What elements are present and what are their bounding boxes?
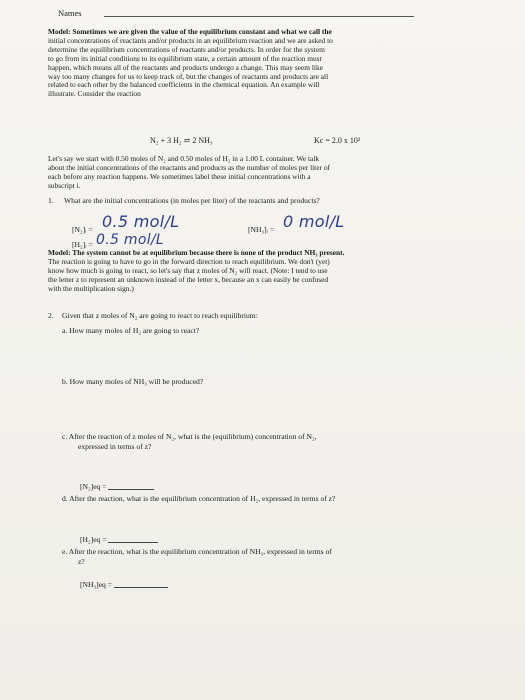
question-2a: a. How many moles of H₂ are going to react? — [62, 326, 200, 335]
equilibrium-constant: Kc = 2.0 x 10² — [314, 136, 361, 145]
intro-paragraph — [48, 155, 468, 191]
question-2c-line2: expressed in terms of z? — [78, 442, 152, 451]
model1-line: related to each other by the balanced coefficients in the chemical equation. An example will — [48, 80, 320, 90]
model2-line: know how much is going to react, so let's say that z moles of N₂ will react. (Note: I tend to use — [48, 265, 328, 275]
h2-eq-blank[interactable] — [108, 534, 158, 543]
question-2e-line2: z? — [78, 557, 85, 566]
model1-line: determine the equilibrium concentrations of reactants and/or products. In order for the system — [48, 44, 325, 54]
nh3-initial-answer[interactable]: 0 mol/L — [283, 212, 345, 231]
n2-initial-label: [N₂]ᵢ = — [72, 225, 93, 234]
reaction-equation: N₂ + 3 H₂ ⇌ 2 NH₃ — [150, 136, 213, 145]
model1-line: happen, which means all of the reactants and products undergo a change. This may seem like — [48, 62, 323, 72]
question-1-text: What are the initial concentrations (in moles per liter) of the reactants and products? — [64, 196, 320, 205]
nh3-eq-blank[interactable] — [114, 579, 168, 588]
nh3-initial-label: [NH₃]ᵢ = — [248, 225, 275, 234]
nh3-eq-label: [NH₃]eq = — [80, 580, 113, 589]
intro-line: Let's say we start with 0.50 moles of N₂ and 0.50 moles of H₂ in a 1.00 L container. We talk — [48, 154, 320, 163]
intro-line: each before any reaction happens. We sometimes label these initial concentrations with a — [48, 171, 311, 181]
model2-line: with the multiplication sign.) — [48, 283, 134, 293]
model2-line: the letter z to represent an unknown instead of the letter x, because an x can easily be confused — [48, 274, 329, 284]
question-2b: b. How many moles of NH₃ will be produced? — [62, 377, 204, 386]
question-2c-answer-row — [80, 481, 154, 491]
names-label: Names — [58, 8, 82, 18]
question-2e-line1: e. After the reaction, what is the equilibrium concentration of NH₃, expressed in terms of — [62, 547, 332, 556]
question-2e-answer-row — [80, 579, 168, 589]
question-1-number: 1. — [48, 196, 54, 205]
n2-eq-label: [N₂]eq = — [80, 482, 107, 491]
model1-line: initial concentrations of reactants and/or products in an equilibrium reaction and we are asked to — [48, 35, 333, 45]
question-2d: d. After the reaction, what is the equilibrium concentration of H₂, expressed in terms of z? — [62, 494, 336, 503]
question-2d-answer-row — [80, 534, 158, 544]
h2-eq-label: [H₂]eq = — [80, 535, 107, 544]
n2-eq-blank[interactable] — [108, 481, 154, 490]
model1-line: Model: Sometimes we are given the value of the equilibrium constant and what we call the — [48, 27, 332, 36]
model1-line: illustrate. Consider the reaction — [48, 89, 141, 99]
question-2-number: 2. — [48, 311, 54, 320]
names-line — [104, 16, 414, 17]
intro-line: subscript i. — [48, 180, 81, 190]
model-paragraph-1 — [48, 28, 468, 99]
h2-initial-label: [H₂]ᵢ = — [72, 240, 93, 249]
model1-line: way too many changes for us to keep track of, but the changes of reactants and products are all — [48, 71, 329, 81]
model2-line: The reaction is going to have to go in the forward direction to reach equilibrium. We don't (yet) — [48, 256, 330, 266]
model2-line: Model: The system cannot be at equilibrium because there is none of the product NH₃ present. — [48, 248, 345, 257]
h2-initial-answer[interactable]: 0.5 mol/L — [96, 232, 165, 248]
intro-line: about the initial concentrations of the reactants and products as the number of moles per liter of — [48, 162, 330, 172]
model1-line: to go from its initial conditions to its equilibrium state, a certain amount of the reaction must — [48, 53, 322, 63]
question-2c-line1: c. After the reaction of z moles of N₂, what is the (equilibrium) concentration of N₂, — [62, 432, 317, 441]
question-2-stem: Given that z moles of N₂ are going to react to reach equilibrium: — [62, 311, 258, 320]
n2-initial-answer[interactable]: 0.5 mol/L — [102, 212, 180, 231]
model-paragraph-2 — [48, 249, 468, 294]
